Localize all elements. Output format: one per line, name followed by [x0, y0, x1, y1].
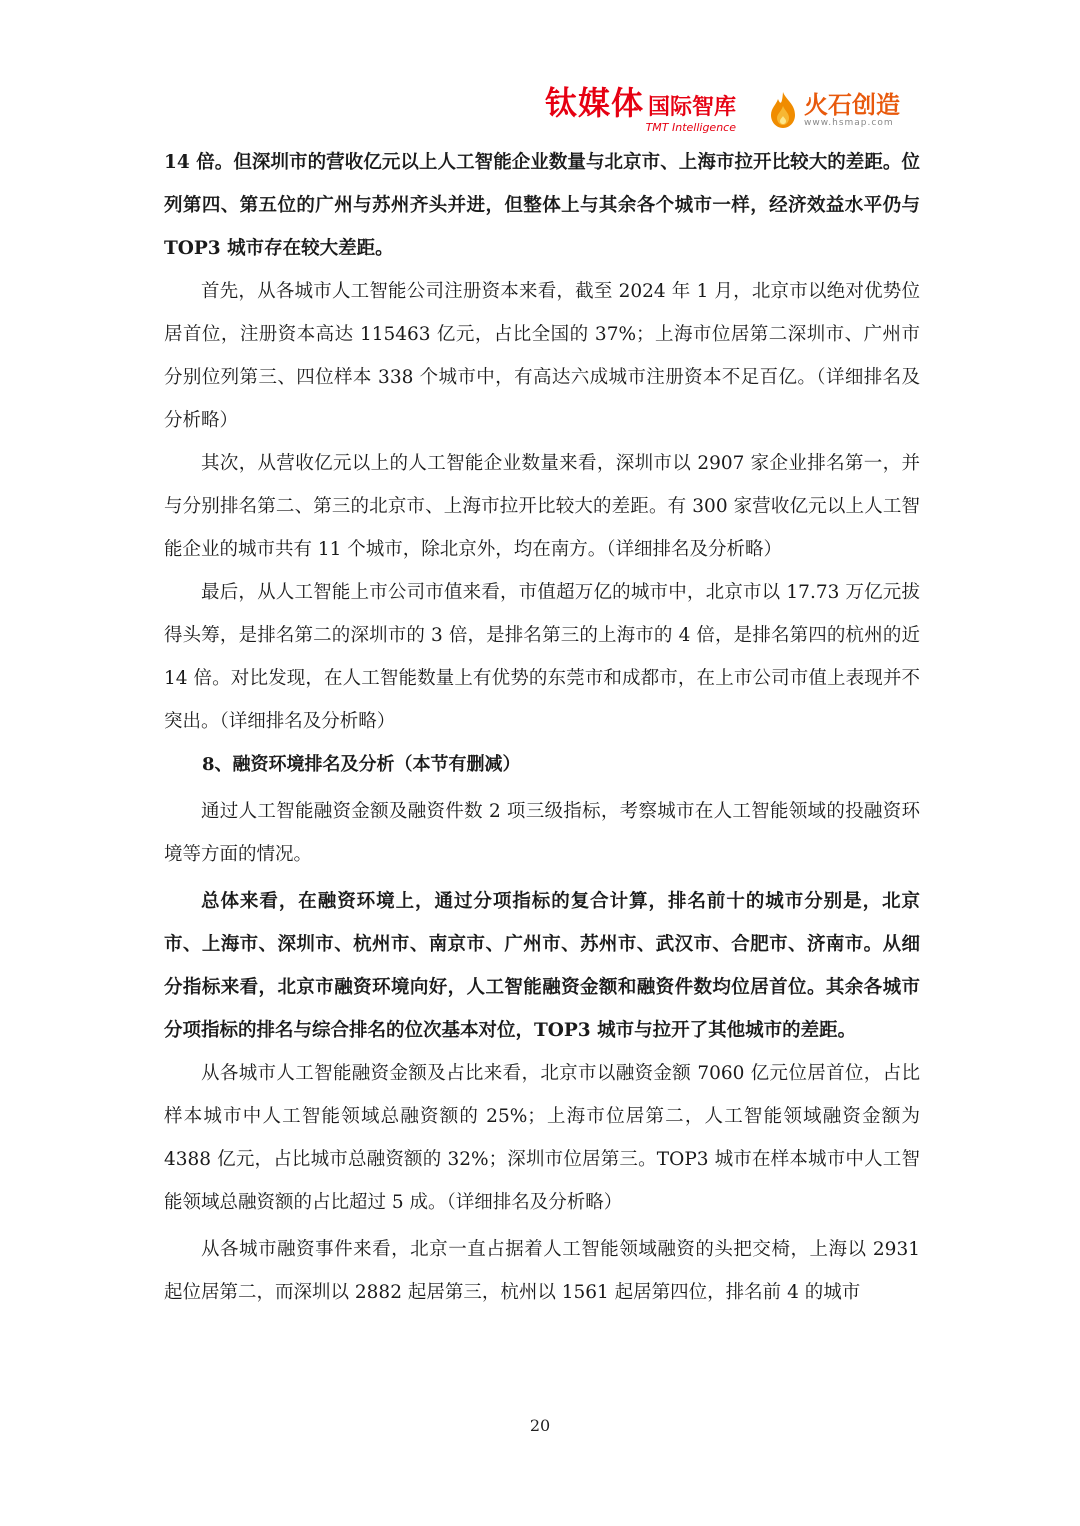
hsmap-logo — [766, 90, 900, 130]
hsmap-logo-name: 火石创造 — [804, 90, 900, 119]
page-number: 20 — [529, 1416, 551, 1435]
paragraph-2: 首先，从各城市人工智能公司注册资本来看，截至 2024 年 1 月，北京市以绝对优势位居首位，注册资本高达 115463 亿元，占比全国的 37%；上海市位居第二深圳市、广州市分别位列第三、四位样本 338 个城市中，有高达六成城市注册资本不足百亿。（详细排名及分析略） — [164, 281, 920, 431]
tmt-logo — [544, 83, 736, 134]
tmt-logo-think: 国际智库 — [647, 94, 736, 120]
paragraph-4: 最后，从人工智能上市公司市值来看，市值超万亿的城市中，北京市以 17.73 万亿元拔得头筹，是排名第二的深圳市的 3 倍，是排名第三的上海市的 4 倍，是排名第四的杭州的近 14 倍。对比发现，在人工智能数量上有优势的东莞市和成都市，在上市公司市值上表现并不突出。（详细排名及分析略） — [164, 582, 920, 732]
tmt-logo-brand: 钛媒体 — [544, 83, 644, 122]
paragraph-6: 总体来看，在融资环境上，通过分项指标的复合计算，排名前十的城市分别是，北京市、上海市、深圳市、杭州市、南京市、广州市、苏州市、武汉市、合肥市、济南市。从细分指标来看，北京市融资环境向好，人工智能融资金额和融资件数均位居首位。其余各城市分项指标的排名与综合排名的位次基本对位，TOP3 城市与拉开了其他城市的差距。 — [164, 891, 920, 1041]
flame-icon — [766, 90, 800, 130]
paragraph-5: 通过人工智能融资金额及融资件数 2 项三级指标，考察城市在人工智能领域的投融资环境等方面的情况。 — [164, 801, 920, 865]
section-heading-8: 8、融资环境排名及分析（本节有删减） — [202, 754, 521, 775]
paragraph-1: 14 倍。但深圳市的营收亿元以上人工智能企业数量与北京市、上海市拉开比较大的差距。位列第四、第五位的广州与苏州齐头并进，但整体上与其余各个城市一样，经济效益水平仍与 TOP3 城市存在较大差距。 — [164, 152, 920, 259]
paragraph-7: 从各城市人工智能融资金额及占比来看，北京市以融资金额 7060 亿元位居首位，占比样本城市中人工智能领域总融资额的 25%；上海市位居第二，人工智能领域融资金额为 4388 亿元，占比城市总融资额的 32%；深圳市位居第三。TOP3 城市在样本城市中人工智能领域总融资额的占比超过 5 成。（详细排名及分析略） — [164, 1063, 920, 1213]
paragraph-3: 其次，从营收亿元以上的人工智能企业数量来看，深圳市以 2907 家企业排名第一，并与分别排名第二、第三的北京市、上海市拉开比较大的差距。有 300 家营收亿元以上人工智能企业的城市共有 11 个城市，除北京外，均在南方。（详细排名及分析略） — [164, 453, 920, 560]
document-body — [164, 141, 920, 1314]
header-logos — [544, 83, 900, 134]
paragraph-8: 从各城市融资事件来看，北京一直占据着人工智能领域融资的头把交椅，上海以 2931 起位居第二，而深圳以 2882 起居第三，杭州以 1561 起居第四位，排名前 4 的城市 — [164, 1239, 920, 1303]
tmt-logo-english: TMT Intelligence — [645, 120, 736, 134]
hsmap-logo-url: www.hsmap.com — [804, 118, 894, 129]
